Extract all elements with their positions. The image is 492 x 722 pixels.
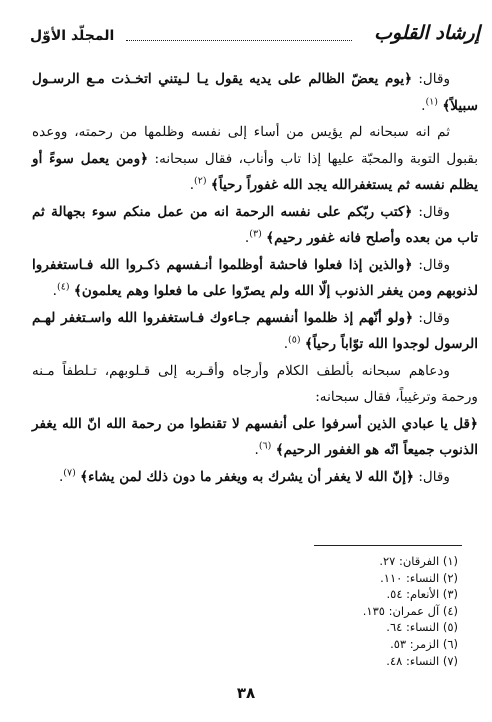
quran-verse: ﴿ولو أنّهم إذ ظلموا أنفسهم جـاءوك فـاستغفروا الله واسـتغفر لهـم الرسول لوجدوا الله توّاباً رحياً﴾: [32, 309, 478, 352]
paragraph: [32, 411, 478, 464]
text-segment: .: [283, 336, 289, 352]
text-segment: .: [58, 468, 64, 485]
page-header: [30, 22, 480, 56]
text-segment: وقال:: [412, 71, 451, 87]
footnote-item: (٧) النساء: ٤٨.: [386, 653, 458, 668]
footnote-ref: (٦): [258, 440, 272, 452]
text-segment: .: [244, 230, 250, 246]
quran-verse: ﴿والذين إذا فعلوا فاحشة أوظلموا أنـفسهم ذكـروا الله فـاستغفروا لذنوبهم ومن يغفر الذنوب إلّا الله ولم يصرّوا على ما فعلوا وهم يعلمون﴾: [32, 256, 478, 299]
paragraph: [32, 66, 478, 119]
footnote-ref: (٥): [288, 334, 301, 346]
quran-verse: ﴿كتب ربّكم على نفسه الرحمة انه من عمل منكم سوء بجهالة ثم تاب من بعده وأصلح فانه غفور رحيم﴾: [32, 203, 478, 246]
paragraph: [32, 119, 478, 199]
text-segment: وقال:: [412, 256, 451, 273]
page-number: ٣٨: [236, 684, 256, 702]
header-dotted-rule: [126, 40, 352, 41]
quran-verse: ﴿إنّ الله لا يغفر أن يشرك به ويغفر ما دون ذلك لمن يشاء﴾: [80, 468, 415, 485]
footnote-item: (١) الفرقان: ٢٧.: [379, 554, 458, 568]
footnote-item: (٣) الأنعام: ٥٤.: [386, 587, 458, 602]
footnote-item: (٢) النساء: ١١٠.: [380, 570, 458, 585]
volume-label: المجلّد الأوّل: [30, 28, 115, 44]
quran-verse: ﴿يوم يعضّ الظالم على يديه يقول يـا لـيتني اتخـذت مـع الرسـول سبيلاً﴾: [32, 71, 478, 114]
book-title-logo: إرشاد القلوب: [374, 22, 480, 44]
footnote-ref: (٢): [194, 175, 207, 187]
footnote-item: (٥) النساء: ٦٤.: [386, 620, 458, 635]
paragraph: [32, 199, 478, 252]
paragraph: [32, 305, 478, 358]
text-segment: وقال:: [413, 309, 450, 326]
quran-verse: ﴿قل يا عبادي الذين أسرفوا على أنفسهم لا تقنطوا من رحمة الله انّ الله يغفر الذنوب جميعاً انّه هو الغفور الرحيم﴾: [32, 415, 478, 458]
body-text: [32, 66, 478, 490]
text-segment: وقال:: [414, 468, 450, 485]
footnotes: [208, 553, 458, 669]
text-segment: .: [189, 177, 195, 193]
footnote-item: (٦) الزمر: ٥٣.: [390, 636, 458, 651]
text-segment: ودعاهم سبحانه بألطف الكلام وأرجاه وأقـربه إلى قـلوبهم، تـلطفاً مـنه ورحمة وترغيباً، فقال سبحانه:: [32, 362, 478, 405]
text-segment: .: [52, 283, 57, 299]
text-segment: وقال:: [412, 203, 450, 220]
quran-verse: ﴿ومن يعمل سوءً أو يظلم نفسه ثم يستغفرالله يجد الله غفوراً رحياً﴾: [32, 150, 478, 193]
footnote-ref: (١): [425, 95, 438, 107]
text-segment: .: [421, 97, 426, 114]
text-segment: .: [254, 442, 259, 458]
footnote-separator: [314, 545, 462, 546]
text-segment: ثم انه سبحانه لم يؤيس من أساء إلى نفسه وظلمها من رحمته، ووعده بقبول التوبة والمحبّة عليها إذا تاب وأناب، فقال سبحانه:: [32, 124, 479, 167]
footnote-ref: (٣): [249, 228, 262, 240]
footnote-ref: (٧): [63, 466, 76, 478]
paragraph: [32, 358, 478, 411]
paragraph: [32, 252, 478, 305]
footnote-item: (٤) آل عمران: ١٣٥.: [362, 603, 458, 618]
footnote-ref: (٤): [57, 281, 70, 293]
paragraph: [32, 464, 478, 491]
